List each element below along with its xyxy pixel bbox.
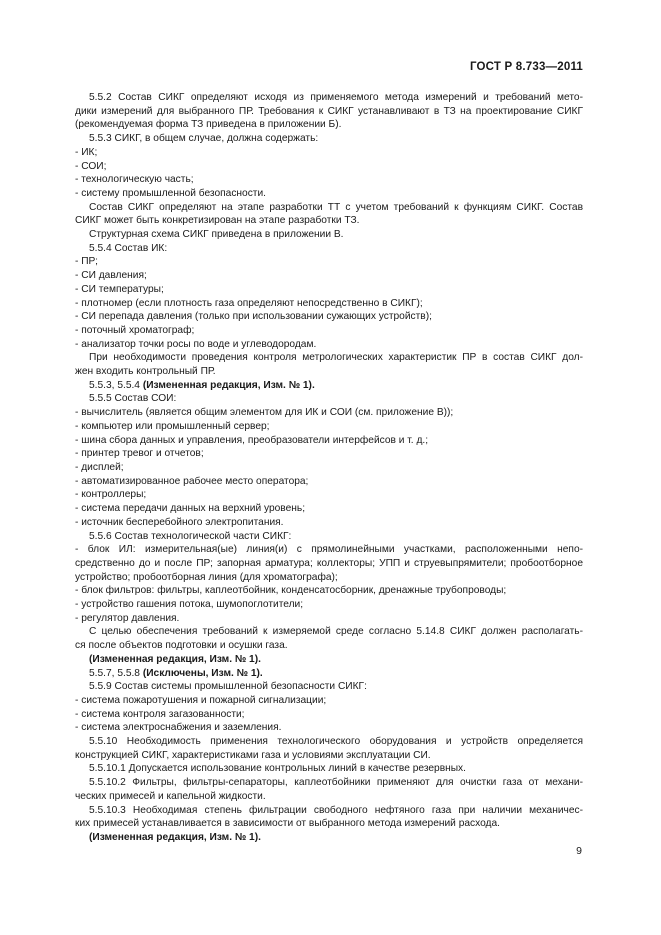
text-line-content: - система пожаротушения и пожарной сигнализации; xyxy=(75,694,327,706)
text-line-content: 5.5.4 Состав ИК: xyxy=(89,242,168,254)
amendment-note: (Измененная редакция, Изм. № 1). xyxy=(89,831,261,843)
text-line-content: - система передачи данных на верхний уровень; xyxy=(75,503,306,515)
text-line-content: - вычислитель (является общим элементом для ИК и СОИ (см. приложение В)); xyxy=(75,407,454,419)
text-line xyxy=(75,804,583,818)
text-line xyxy=(75,488,583,502)
text-line-content: - СИ давления; xyxy=(75,270,147,282)
text-line xyxy=(75,420,583,434)
text-line xyxy=(75,790,583,804)
text-line-content: средственно до и после ПР; запорная арматура; коллекторы; УПП и струевыпрямители; пробоотборное xyxy=(75,557,583,569)
text-line xyxy=(75,653,583,667)
text-line-content: - система электроснабжения и заземления. xyxy=(75,722,282,734)
text-line-content: 5.5.9 Состав системы промышленной безопасности СИКГ: xyxy=(89,681,367,693)
text-line xyxy=(75,283,583,297)
document-body xyxy=(75,91,583,845)
text-line xyxy=(75,201,583,215)
text-line-content: устройство; пробоотборная линия (для хроматографа); xyxy=(75,571,338,583)
text-line-content: 5.5.10.2 Фильтры, фильтры-сепараторы, каплеотбойники применяют для очистки газа от механи- xyxy=(89,777,583,789)
text-line-content: 5.5.10.3 Необходимая степень фильтрации свободного нефтяного газа при наличии механичес- xyxy=(89,804,583,816)
text-line-content: ся после объектов подготовки и осушки газа. xyxy=(75,640,288,652)
text-line-content: - плотномер (если плотность газа определяют непосредственно в СИКГ); xyxy=(75,297,423,309)
text-line xyxy=(75,214,583,228)
text-line xyxy=(75,543,583,557)
text-line-content: - ПР; xyxy=(75,256,98,268)
text-line-content: 5.5.10.1 Допускается использование контрольных линий в качестве резервных. xyxy=(89,763,466,775)
text-line xyxy=(75,118,583,132)
text-line xyxy=(75,447,583,461)
text-line xyxy=(75,584,583,598)
text-line-content: 5.5.5 Состав СОИ: xyxy=(89,393,177,405)
text-line-content: - контроллеры; xyxy=(75,489,147,501)
text-line xyxy=(75,297,583,311)
text-line-content: ческих примесей и капельной жидкости. xyxy=(75,790,266,802)
text-line-content: - система контроля загазованности; xyxy=(75,708,245,720)
text-line-content: дики измерений для выбранного ПР. Требования к СИКГ устанавливают в ТЗ на проектирование СИКГ xyxy=(75,105,583,117)
text-line-content: - блок ИЛ: измерительная(ые) линия(и) с прямолинейными участками, расположенными непо- xyxy=(75,544,583,556)
text-line xyxy=(75,735,583,749)
text-line-content: При необходимости проведения контроля метрологических характеристик ПР в состав СИКГ дол- xyxy=(89,352,583,364)
text-line xyxy=(75,516,583,530)
amendment-note: (Измененная редакция, Изм. № 1). xyxy=(142,379,315,391)
text-line xyxy=(75,406,583,420)
text-line-content: - компьютер или промышленный сервер; xyxy=(75,420,270,432)
text-line-content: - СОИ; xyxy=(75,160,107,172)
text-line-content: - ИК; xyxy=(75,146,98,158)
text-line-content: - блок фильтров: фильтры, каплеотбойник, конденсатосборник, дренажные трубопроводы; xyxy=(75,585,507,597)
amendment-note: (Исключены, Изм. № 1). xyxy=(142,667,263,679)
text-line-content: 5.5.3, 5.5.4 xyxy=(89,379,140,391)
text-line xyxy=(75,762,583,776)
text-line xyxy=(75,392,583,406)
text-line-content: 5.5.6 Состав технологической части СИКГ: xyxy=(89,530,292,542)
text-line xyxy=(75,571,583,585)
text-line xyxy=(75,461,583,475)
text-line-content: - автоматизированное рабочее место оператора; xyxy=(75,475,309,487)
text-line-content: - анализатор точки росы по воде и углеводородам. xyxy=(75,338,317,350)
text-line-content: - принтер тревог и отчетов; xyxy=(75,448,204,460)
text-line xyxy=(75,612,583,626)
text-line xyxy=(75,680,583,694)
text-line xyxy=(75,269,583,283)
text-line-content: 5.5.2 Состав СИКГ определяют исходя из применяемого метода измерений и требований мето- xyxy=(89,92,583,103)
text-line xyxy=(75,91,583,105)
text-line xyxy=(75,667,583,681)
text-line xyxy=(75,338,583,352)
text-line xyxy=(75,639,583,653)
text-line xyxy=(75,557,583,571)
text-line xyxy=(75,228,583,242)
text-line xyxy=(75,242,583,256)
text-line xyxy=(75,434,583,448)
text-line-content: ких примесей устанавливается в зависимости от выбранного метода измерений расхода. xyxy=(75,818,500,830)
text-line-content: Состав СИКГ определяют на этапе разработки ТТ с учетом требований к функциям СИКГ. Состав xyxy=(89,201,583,213)
text-line-content: - поточный хроматограф; xyxy=(75,324,195,336)
text-line-content: - СИ перепада давления (только при использовании сужающих устройств); xyxy=(75,311,432,323)
text-line-content: (рекомендуемая форма ТЗ приведена в приложении Б). xyxy=(75,119,342,131)
text-line xyxy=(75,105,583,119)
text-line-content: - технологическую часть; xyxy=(75,174,194,186)
text-line xyxy=(75,132,583,146)
text-line xyxy=(75,160,583,174)
text-line xyxy=(75,351,583,365)
text-line xyxy=(75,502,583,516)
text-line xyxy=(75,721,583,735)
text-line xyxy=(75,324,583,338)
text-line-content: 5.5.7, 5.5.8 xyxy=(89,667,140,679)
text-line-content: конструкцией СИКГ, характеристиками газа и условиями эксплуатации СИ. xyxy=(75,749,431,761)
text-line-content: 5.5.3 СИКГ, в общем случае, должна содержать: xyxy=(89,133,319,145)
text-line xyxy=(75,379,583,393)
text-line xyxy=(75,625,583,639)
text-line xyxy=(75,831,583,845)
page-number: 9 xyxy=(576,845,582,857)
text-line xyxy=(75,530,583,544)
text-line xyxy=(75,708,583,722)
amendment-note: (Измененная редакция, Изм. № 1). xyxy=(89,653,261,665)
text-line xyxy=(75,365,583,379)
text-line-content: 5.5.10 Необходимость применения технологического оборудования и устройств определяется xyxy=(89,736,583,748)
text-line xyxy=(75,187,583,201)
text-line xyxy=(75,475,583,489)
text-line-content: - дисплей; xyxy=(75,461,124,473)
text-line-content: - шина сбора данных и управления, преобразователи интерфейсов и т. д.; xyxy=(75,434,429,446)
text-line-content: - СИ температуры; xyxy=(75,283,164,295)
text-line-content: жен входить контрольный ПР. xyxy=(75,366,216,378)
text-line-content: - систему промышленной безопасности. xyxy=(75,187,266,199)
text-line-content: - устройство гашения потока, шумопоглотители; xyxy=(75,599,304,611)
text-line-content: СИКГ может быть конкретизирован на этапе разработки ТЗ. xyxy=(75,215,360,227)
text-line xyxy=(75,694,583,708)
text-line xyxy=(75,817,583,831)
text-line xyxy=(75,776,583,790)
text-line xyxy=(75,173,583,187)
text-line xyxy=(75,255,583,269)
text-line xyxy=(75,310,583,324)
text-line-content: - источник бесперебойного электропитания. xyxy=(75,516,284,528)
text-line-content: С целью обеспечения требований к измеряемой среде согласно 5.14.8 СИКГ должен располагать- xyxy=(89,626,583,638)
text-line-content: Структурная схема СИКГ приведена в приложении В. xyxy=(89,229,344,241)
text-line xyxy=(75,598,583,612)
document-header: ГОСТ Р 8.733—2011 xyxy=(469,61,583,73)
text-line xyxy=(75,749,583,763)
text-line-content: - регулятор давления. xyxy=(75,612,180,624)
text-line xyxy=(75,146,583,160)
